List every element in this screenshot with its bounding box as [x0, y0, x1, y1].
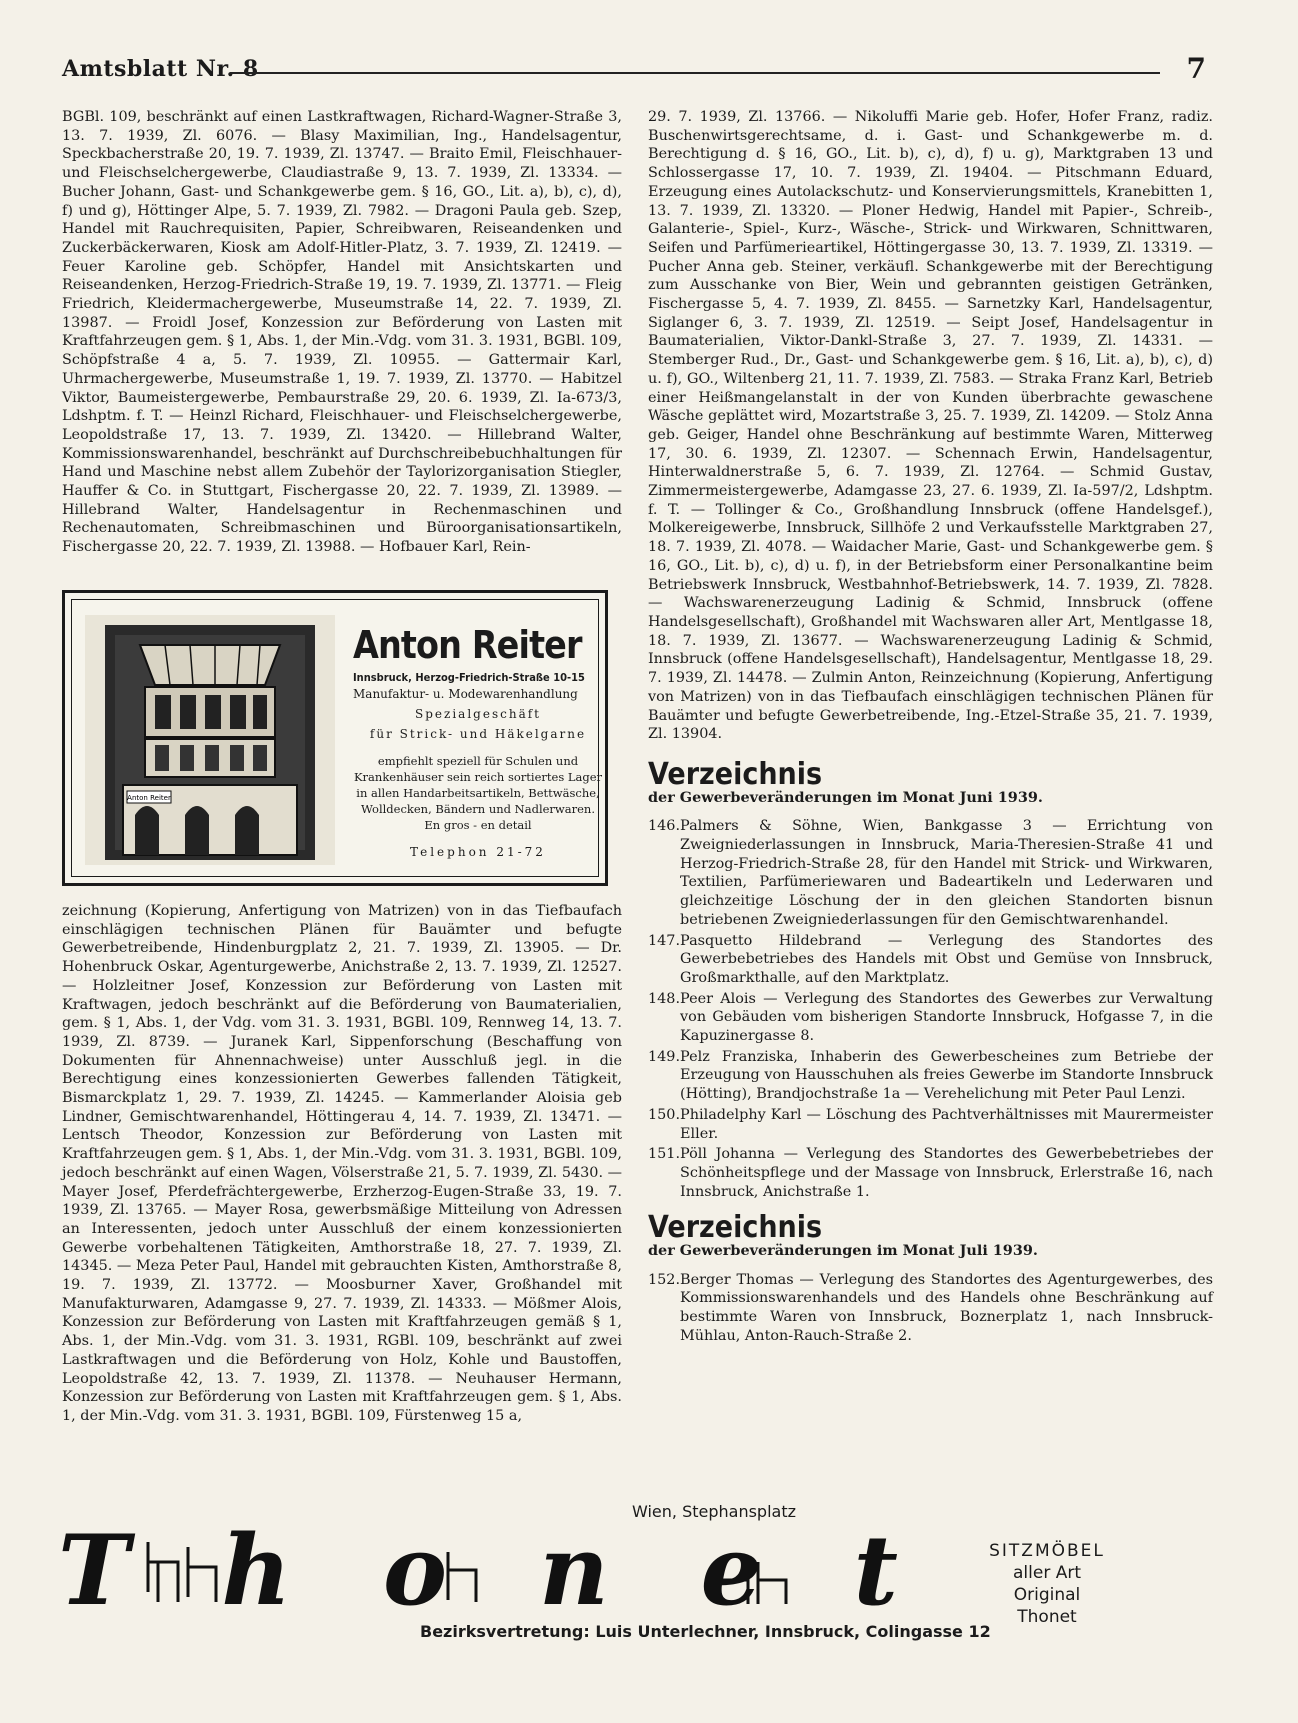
june-heading: Verzeichnis — [648, 756, 823, 792]
right-column — [648, 108, 1213, 1348]
list-item — [648, 932, 1213, 988]
left-column-top — [62, 108, 622, 557]
page-header — [62, 52, 1212, 85]
thonet-representation: Bezirksvertretung: Luis Unterlechner, Innsbruck, Colingasse 12 — [420, 1622, 991, 1641]
list-item — [648, 1106, 1213, 1143]
list-item — [648, 1145, 1213, 1201]
ad-specialty-label: Spezialgeschäft — [415, 707, 541, 721]
ad-business-type: Manufaktur- u. Modewarenhandlung — [353, 687, 578, 701]
header-rule — [230, 72, 1160, 74]
ad-address: Innsbruck, Herzog-Friedrich-Straße 10-15 — [353, 671, 585, 684]
july-heading: Verzeichnis — [648, 1210, 823, 1246]
entry-number: 146. — [648, 818, 681, 835]
thonet-location: Wien, Stephansplatz — [632, 1502, 796, 1521]
register-text: BGBl. 109, beschränkt auf einen Lastkraftwagen, Richard-Wagner-Straße 3, 13. 7. 1939, Zl. 6076. — Blasy Maximilian, Ing., Handelsagentur, Speckbacherstraße 20, 19. 7. 1939, Zl. 13747. — Braito Emil, Fleischhauer- und Fleischselchergewerbe, Claudiastraße 9, 13. 7. 1939, Zl. 13334. — Bucher Johann, Gast- und Schankgewerbe gem. § 16, GO., Lit. a), b), c), d), f) und g), Höttinger Alpe, 5. 7. 1939, Zl. 7982. — Dragoni Paula geb. Szep, Handel mit Rauchrequisiten, Papier, Schreibwaren, Reiseandenken und Zuckerbäckerwaren, Kiosk am Adolf-Hitler-Platz, 3. 7. 1939, Zl. 12419. — Feuer Karoline geb. Schöpfer, Handel mit Ansichtskarten und Reiseandenken, Herzog-Friedrich-Straße 19, 19. 7. 1939, Zl. 13771. — Fleig Friedrich, Kleidermachergewerbe, Museumstraße 14, 22. 7. 1939, Zl. 13987. — Froidl Josef, Konzession zur Beförderung von Lasten mit Kraftfahrzeugen gem. § 1, Abs. 1, der Min.-Vdg. vom 31. 3. 1931, BGBl. 109, Schöpfstraße 4 a, 5. 7. 1939, Zl. 10955. — Gattermair Karl, Uhrmachergewerbe, Museumstraße 1, 19. 7. 1939, Zl. 13770. — Habitzel Viktor, Baumeistergewerbe, Pembaurstraße 29, 20. 6. 1939, Zl. Ia-673/3, Ldshptm. f. T. — Heinzl Richard, Fleischhauer- und Fleischselchergewerbe, Leopoldstraße 17, 13. 7. 1939, Zl. 13420. — Hillebrand Walter, Kommissionswarenhandel, beschränkt auf Durchschreibebuchhaltungen für Hand und Maschine nebst allem Zubehör der Taylorizorganisation Stiegler, Hauffer & Co. in Stuttgart, Fischergasse 20, 22. 7. 1939, Zl. 13989. — Hillebrand Walter, Handelsagentur in Rechenmaschinen und Rechenautomaten, Schreibmaschinen und Büroorganisationsartikeln, Fischergasse 20, 22. 7. 1939, Zl. 13988. — Hofbauer Karl, Rein- — [62, 109, 622, 556]
thonet-brand-wordmark: Thonet — [58, 1522, 898, 1614]
ad-text-block — [353, 623, 603, 859]
entry-number: 148. — [648, 990, 681, 1007]
thonet-tagline-1: SITZMÖBEL — [989, 1541, 1105, 1561]
thonet-tagline-3: Original Thonet — [1013, 1585, 1081, 1627]
july-subheading: der Gewerbeveränderungen im Monat Juli 1939. — [648, 1242, 1038, 1260]
list-item — [648, 1271, 1213, 1346]
entry-text: Pelz Franziska, Inhaberin des Gewerbescheines zum Betriebe der Erzeugung von Hausschuhen als freies Gewerbe im Standorte Innsbruck (Hötting), Brandjochstraße 1a — Verehelichung mit Peter Paul Lenzi. — [680, 1048, 1214, 1103]
anton-reiter-advertisement — [62, 590, 608, 886]
register-text-continued: zeichnung (Kopierung, Anfertigung von Matrizen) von in das Tiefbaufach einschlägigen technischen Plänen für Bauämter und befugte Gewerbetreibende, Hindenburgplatz 2, 21. 7. 1939, Zl. 13905. — Dr. Hohenbruck Oskar, Agenturgewerbe, Anichstraße 2, 13. 7. 1939, Zl. 12527. — Holzleitner Josef, Konzession zur Beförderung von Lasten mit Kraftwagen, jedoch beschränkt auf die Beförderung von Baumaterialien, gem. § 1, Abs. 1, der Vdg. vom 31. 3. 1931, BGBl. 109, Rennweg 14, 13. 7. 1939, Zl. 8739. — Juranek Karl, Sippenforschung (Beschaffung von Dokumenten für Ahnennachweise) unter Ausschluß jegl. in die Berechtigung eines konzessionierten Gewerbes fallenden Tätigkeit, Bismarckplatz 1, 29. 7. 1939, Zl. 14245. — Kammerlander Aloisia geb Lindner, Gemischtwarenhandel, Höttingerau 4, 14. 7. 1939, Zl. 13471. — Lentsch Theodor, Konzession zur Beförderung von Lasten mit Kraftfahrzeugen gem. § 1, Abs. 1, der Min.-Vdg. vom 31. 3. 1931, BGBl. 109, jedoch beschränkt auf einen Wagen, Völserstraße 21, 5. 7. 1939, Zl. 5430. — Mayer Josef, Pferdefrächtergewerbe, Erzherzog-Eugen-Straße 33, 19. 7. 1939, Zl. 13765. — Mayer Rosa, gewerbsmäßige Mitteilung von Adressen an Interessenten, jedoch unter Ausschluß der einem konzessionierten Gewerbe vorbehaltenen Tätigkeiten, Amthorstraße 18, 27. 7. 1939, Zl. 14345. — Meza Peter Paul, Handel mit gebrauchten Kisten, Amthorstraße 8, 19. 7. 1939, Zl. 13772. — Moosburner Xaver, Großhandel mit Manufakturwaren, Adamgasse 9, 27. 7. 1939, Zl. 14333. — Mößmer Alois, Konzession zur Beförderung von Lasten mit Kraftfahrzeugen gemäß § 1, Abs. 1, der Min.-Vdg. vom 31. 3. 1931, RGBl. 109, beschränkt auf zwei Lastkraftwagen und die Beförderung von Holz, Kohle und Baustoffen, Leopoldstraße 42, 13. 7. 1939, Zl. 11378. — Neuhauser Hermann, Konzession zur Beförderung von Lasten mit Kraftfahrzeugen gem. § 1, Abs. 1, der Min.-Vdg. vom 31. 3. 1931, BGBl. 109, Fürstenweg 15 a, — [62, 903, 623, 1424]
list-item — [648, 817, 1213, 929]
ad-sign-text: Anton Reiter — [127, 794, 171, 802]
register-text-right: 29. 7. 1939, Zl. 13766. — Nikoluffi Marie geb. Hofer, Hofer Franz, radiz. Buschenwirtsgerechtsame, d. i. Gast- und Schankgewerbe m. d. Berechtigung d. § 16, GO., Lit. b), c), d), f) u. g), Marktgraben 13 und Schlossergasse 17, 10. 7. 1939, Zl. 19404. — Pitschmann Eduard, Erzeugung eines Autolackschutz- und Konservierungsmittels, Kranebitten 1, 13. 7. 1939, Zl. 13320. — Ploner Hedwig, Handel mit Papier-, Schreib-, Galanterie-, Spiel-, Kurz-, Wäsche-, Strick- und Wirkwaren, Schnittwaren, Seifen und Parfümerieartikel, Höttingergasse 30, 13. 7. 1939, Zl. 13319. — Pucher Anna geb. Steiner, verkäufl. Schankgewerbe mit der Berechtigung zum Ausschanke von Bier, Wein und gebrannten geistigen Getränken, Fischergasse 5, 4. 7. 1939, Zl. 8455. — Sarnetzky Karl, Handelsagentur, Siglanger 6, 3. 7. 1939, Zl. 12519. — Seipt Josef, Handelsagentur in Baumaterialien, Viktor-Dankl-Straße 3, 27. 7. 1939, Zl. 14331. — Stemberger Rud., Dr., Gast- und Schankgewerbe gem. § 16, Lit. a), b), c), d) u. f), GO., Wiltenberg 21, 11. 7. 1939, Zl. 7583. — Straka Franz Karl, Betrieb einer Heißmangelanstalt in der von Kunden überbrachte gewaschene Wäsche geplättet wird, Mozartstraße 3, 25. 7. 1939, Zl. 14209. — Stolz Anna geb. Geiger, Handel ohne Beschränkung auf bestimmte Waren, Mitterweg 17, 30. 6. 1939, Zl. 12307. — Schennach Erwin, Handelsagentur, Hinterwaldnerstraße 5, 6. 7. 1939, Zl. 12764. — Schmid Gustav, Zimmermeistergewerbe, Adamgasse 23, 27. 6. 1939, Zl. Ia-597/2, Ldshptm. f. T. — Tollinger & Co., Großhandlung Innsbruck (offene Handelsgef.), Molkereigewerbe, Innsbruck, Sillhöfe 2 und Verkaufsstelle Marktgraben 27, 18. 7. 1939, Zl. 4078. — Waidacher Marie, Gast- und Schankgewerbe gem. § 16, GO., Lit. b), c), d) u. f), in der Betriebsform einer Personalkantine beim Betriebswerk Innsbruck, Westbahnhof-Betriebswerk, 14. 7. 1939, Zl. 7828. — Wachswarenerzeugung Ladinig & Schmid, Innsbruck (offene Handelsgesellschaft), Großhandel mit Wachswaren aller Art, Mentlgasse 18, 18. 7. 1939, Zl. 13677. — Wachswarenerzeugung Ladinig & Schmid, Innsbruck (offene Handelsgesellschaft), Handelsagentur, Mentlgasse 18, 29. 7. 1939, Zl. 14478. — Zulmin Anton, Reinzeichnung (Kopierung, Anfertigung von Matrizen) von in das Tiefbaufach einschlägigen technischen Plänen für Bauämter und befugte Gewerbetreibende, Ing.-Etzel-Straße 35, 21. 7. 1939, Zl. 13904. — [648, 109, 1213, 743]
ad-specialty-detail: für Strick- und Häkelgarne — [369, 727, 587, 741]
june-section — [648, 756, 1214, 1201]
thonet-tagline-2: aller Art — [1013, 1563, 1081, 1583]
entry-text: Peer Alois — Verlegung des Standortes des Gewerbes zur Verwaltung von Gebäuden vom bisherigen Standorte Innsbruck, Hofgasse 7, in die Kapuzinergasse 8. — [680, 990, 1213, 1045]
entry-number: 147. — [648, 932, 681, 949]
entry-text: Palmers & Söhne, Wien, Bankgasse 3 — Errichtung von Zweigniederlassungen in Innsbruck, Maria-Theresien-Straße 41 und Herzog-Friedrich-Straße 28, für den Handel mit Strick- und Wirkwaren, Textilien, Parfümeriewaren und Badeartikeln und Lederwaren und gleichzeitige Löschung der in den gleichen Standorten bisnun betriebenen Zweigniederlassungen für den Gemischtwarenhandel. — [680, 818, 1213, 928]
entry-text: Berger Thomas — Verlegung des Standortes des Agenturgewerbes, des Kommissionswarenhandels und des Handels ohne Beschränkung auf bestimmte Waren von Innsbruck, Boznerplatz 1, nach Innsbruck-Mühlau, Anton-Rauch-Straße 2. — [680, 1271, 1213, 1344]
ad-phone: Telephon 21-72 — [410, 845, 546, 859]
list-item — [648, 990, 1213, 1046]
left-column-bottom — [62, 902, 622, 1426]
june-subheading: der Gewerbeveränderungen im Monat Juni 1939. — [648, 788, 1043, 806]
golden-roof-building-illustration — [85, 615, 335, 865]
july-section — [648, 1210, 1213, 1345]
entry-text: Philadelphy Karl — Löschung des Pachtverhältnisses mit Maurermeister Eller. — [680, 1106, 1213, 1142]
entry-number: 152. — [648, 1271, 681, 1288]
entry-number: 151. — [648, 1146, 681, 1163]
list-item — [648, 1048, 1213, 1104]
entry-number: 149. — [648, 1048, 681, 1065]
page-number: 7 — [1186, 52, 1206, 85]
entry-text: Pöll Johanna — Verlegung des Standortes des Gewerbebetriebes der Schönheitspflege und der Massage von Innsbruck, Erlerstraße 16, nach Innsbruck, Anichstraße 1. — [680, 1146, 1213, 1200]
ad-company-name: Anton Reiter — [353, 623, 582, 667]
ad-body-text: empfiehlt speziell für Schulen und Krankenhäuser sein reich sortiertes Lager in allen Handarbeitsartikeln, Bettwäsche, Wolldecken, Bändern und Nadlerwaren. En gros - en detail — [353, 754, 603, 832]
entry-text: Pasquetto Hildebrand — Verlegung des Standortes des Gewerbebetriebes des Handels mit Obst und Gemüse von Innsbruck, Großmarkthalle, auf den Marktplatz. — [680, 932, 1213, 986]
publication-title: Amtsblatt Nr. 8 — [62, 56, 259, 82]
thonet-tagline — [982, 1540, 1112, 1628]
entry-number: 150. — [648, 1106, 681, 1123]
